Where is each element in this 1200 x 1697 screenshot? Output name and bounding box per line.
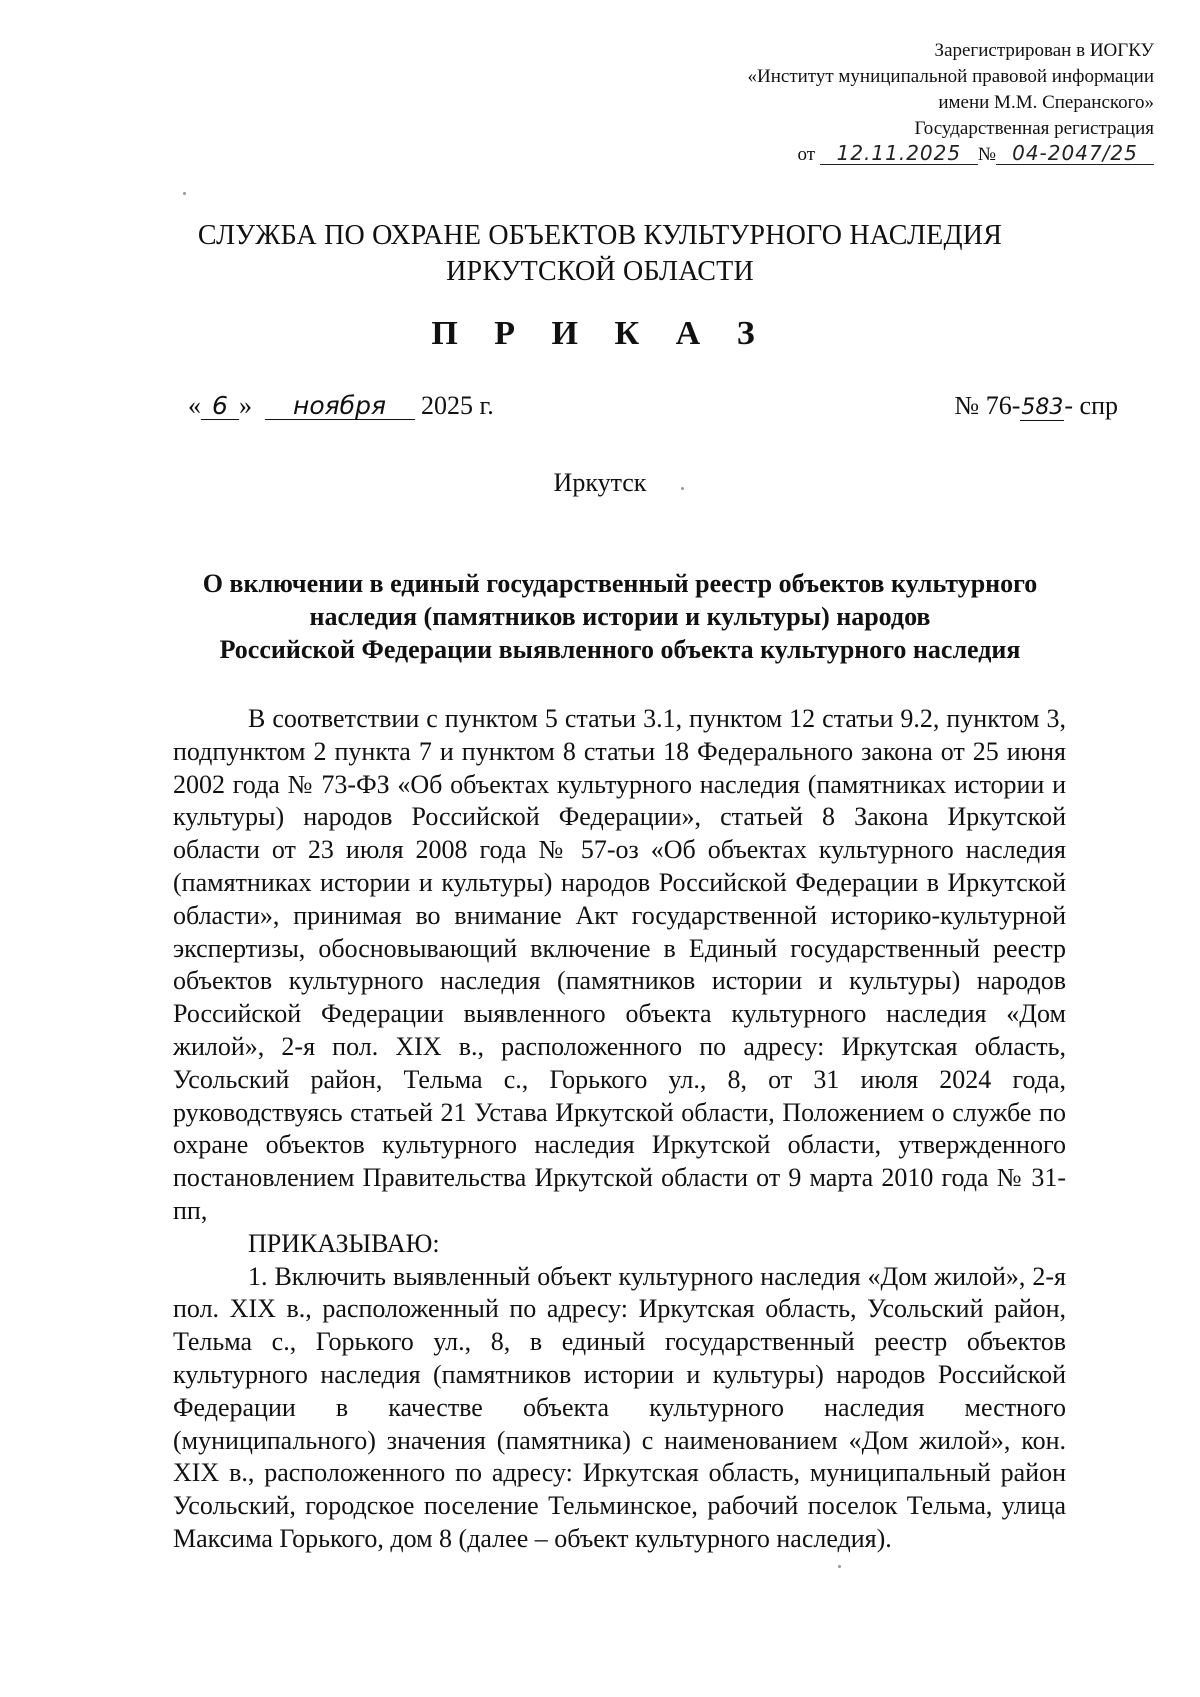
order-body xyxy=(173,703,1066,1556)
order-number-suffix: - спр xyxy=(1064,391,1118,420)
registration-stamp xyxy=(594,38,1154,168)
registration-date-handwritten: 12.11.2025 xyxy=(820,142,978,165)
date-day-handwritten: 6 xyxy=(201,393,239,420)
registration-line-3: имени М.М. Сперанского» xyxy=(938,92,1154,113)
registration-number-label: № xyxy=(977,144,996,165)
scan-speck xyxy=(183,192,186,195)
order-number-prefix: № 76- xyxy=(954,391,1021,420)
order-number-handwritten: 583 xyxy=(1021,395,1064,420)
preamble-paragraph: В соответствии с пунктом 5 статьи 3.1, пунктом 12 статьи 9.2, пунктом 3, подпунктом 2 пункта 7 и пунктом 8 статьи 18 Федерального закона от 25 июня 2002 года № 73-ФЗ «Об объектах культурного наследия (памятниках истории и культуры) народов Российской Федерации», статьей 8 Закона Иркутской области от 23 июля 2008 года № 57-оз «Об объектах культурного наследия (памятниках истории и культуры) народов Российской Федерации в Иркутской области», принимая во внимание Акт государственной историко-культурной экспертизы, обосновывающий включение в Единый государственный реестр объектов культурного наследия (памятников истории и культуры) народов Российской Федерации выявленного объекта культурного наследия «Дом жилой», 2-я пол. XIX в., расположенного по адресу: Иркутская область, Усольский район, Тельма с., Горького ул., 8, от 31 июля 2024 года, руководствуясь статьей 21 Устава Иркутской области, Положением о службе по охране объектов культурного наследия Иркутской области, утвержденного постановлением Правительства Иркутской области от 9 марта 2010 года № 31-пп, xyxy=(173,704,1066,1225)
registration-line-4: Государственная регистрация xyxy=(914,118,1154,139)
registration-from-label: от xyxy=(797,144,816,165)
date-month-handwritten: ноября xyxy=(265,393,415,420)
document-type-title: П Р И К А З xyxy=(431,315,769,352)
agency-name-line-1: СЛУЖБА ПО ОХРАНЕ ОБЪЕКТОВ КУЛЬТУРНОГО НАСЛЕДИЯ xyxy=(197,220,1003,251)
order-date xyxy=(188,390,494,422)
order-subject-heading xyxy=(170,567,1070,666)
registration-line-1: Зарегистрирован в ИОГКУ xyxy=(934,40,1154,61)
order-number xyxy=(954,390,1118,422)
order-directive-word: ПРИКАЗЫВАЮ: xyxy=(248,1228,440,1258)
date-open-quote: « xyxy=(188,391,201,420)
order-item-1: 1. Включить выявленный объект культурного наследия «Дом жилой», 2-я пол. XIX в., расположенный по адресу: Иркутская область, Усольский район, Тельма с., Горького ул., 8, в единый государственный реестр объектов культурного наследия (памятников истории и культуры) народов Российской Федерации в качестве объекта культурного наследия местного (муниципального) значения (памятника) с наименованием «Дом жилой», кон. XIX в., расположенного по адресу: Иркутская область, муниципальный район Усольский, городское поселение Тельминское, рабочий поселок Тельма, улица Максима Горького, дом 8 (далее – объект культурного наследия). xyxy=(173,1261,1066,1553)
registration-line-2: «Институт муниципальной правовой информации xyxy=(747,66,1154,87)
date-year: 2025 г. xyxy=(421,391,494,420)
subject-line-2: наследия (памятников истории и культуры) народов xyxy=(309,602,931,631)
scan-speck xyxy=(681,487,684,490)
date-close-quote: » xyxy=(239,391,252,420)
registration-number-line xyxy=(594,142,1154,168)
scan-speck xyxy=(838,1565,841,1568)
agency-name-line-2: ИРКУТСКОЙ ОБЛАСТИ xyxy=(446,256,754,287)
subject-line-1: О включении в единый государственный реестр объектов культурного xyxy=(202,569,1038,598)
city-name: Иркутск xyxy=(553,468,647,497)
subject-line-3: Российской Федерации выявленного объекта культурного наследия xyxy=(219,635,1021,664)
agency-name xyxy=(0,218,1200,290)
registration-number-handwritten: 04-2047/25 xyxy=(996,142,1154,165)
